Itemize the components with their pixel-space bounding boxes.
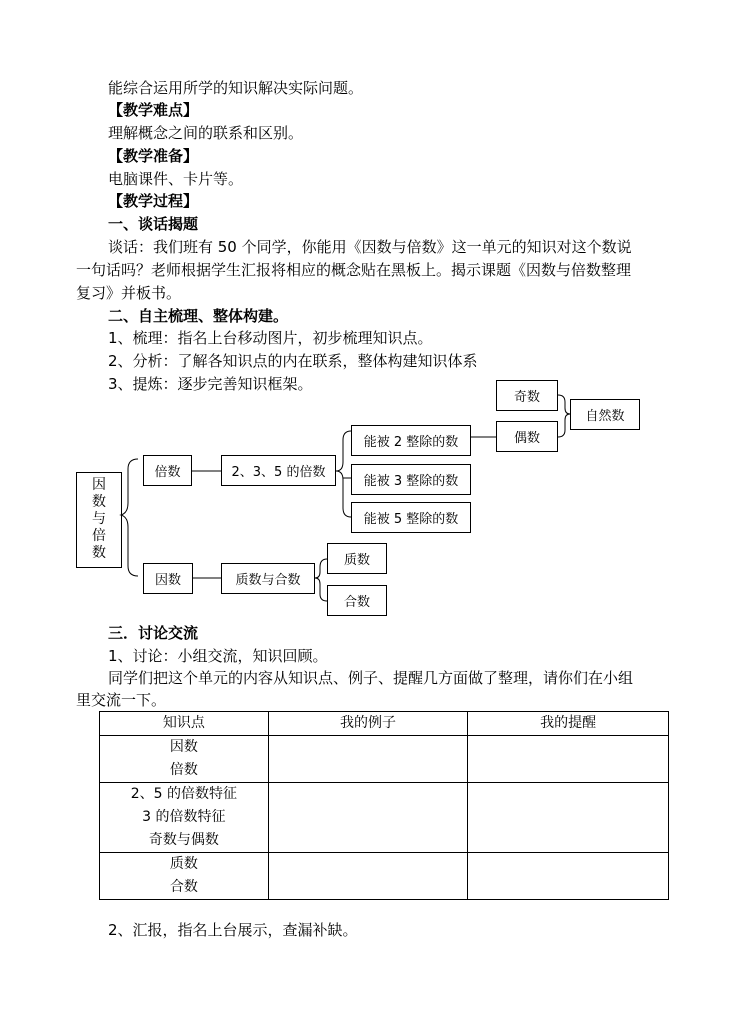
knowledge-cell xyxy=(100,783,269,853)
divisible-by-5-box: 能被 5 整除的数 xyxy=(351,502,471,533)
odd-number-box: 奇数 xyxy=(496,380,558,411)
section-1-para-line-1: 谈话：我们班有 50 个同学，你能用《因数与倍数》这一单元的知识对这个数说 xyxy=(108,238,632,256)
root-brace xyxy=(121,459,138,576)
knowledge-line: 倍数 xyxy=(169,762,198,778)
preparation-heading: 【教学准备】 xyxy=(108,147,199,165)
root-char: 数 xyxy=(92,494,106,510)
reminder-cell[interactable] xyxy=(468,783,669,853)
section-1-title: 一、谈话揭题 xyxy=(108,215,199,233)
root-char: 倍 xyxy=(92,528,106,544)
section-2-title: 二、自主梳理、整体构建。 xyxy=(108,307,289,325)
root-char: 与 xyxy=(92,511,106,527)
table-row xyxy=(100,736,669,783)
natural-number-box: 自然数 xyxy=(570,399,640,430)
multiples-235-box: 2、3、5 的倍数 xyxy=(221,455,336,486)
table-row xyxy=(100,853,669,900)
section-2-item-2: 2、分析：了解各知识点的内在联系，整体构建知识体系 xyxy=(108,352,478,370)
section-3-item-2: 2、汇报，指名上台展示，查漏补缺。 xyxy=(108,921,358,939)
prime-composite-brace xyxy=(315,559,327,601)
reminder-cell[interactable] xyxy=(468,736,669,783)
section-3-title: 三．讨论交流 xyxy=(108,624,199,642)
section-1-para-line-2: 一句话吗？老师根据学生汇报将相应的概念贴在黑板上。揭示课题《因数与倍数整理 xyxy=(76,261,632,279)
knowledge-cell xyxy=(100,853,269,900)
review-table xyxy=(99,711,669,900)
knowledge-line: 奇数与偶数 xyxy=(148,832,219,848)
example-cell[interactable] xyxy=(268,783,468,853)
composite-number-box: 合数 xyxy=(327,585,387,616)
prime-and-composite-box: 质数与合数 xyxy=(221,563,315,594)
header-knowledge-point: 知识点 xyxy=(100,712,269,736)
root-char: 数 xyxy=(92,545,106,561)
divisible-by-2-box: 能被 2 整除的数 xyxy=(351,425,471,456)
divisible-by-3-box: 能被 3 整除的数 xyxy=(351,464,471,495)
section-3-para-line-1: 同学们把这个单元的内容从知识点、例子、提醒几方面做了整理，请你们在小组 xyxy=(108,669,634,687)
section-2-item-3: 3、提炼：逐步完善知识框架。 xyxy=(108,375,313,393)
header-my-reminder: 我的提醒 xyxy=(468,712,669,736)
divisibility-brace xyxy=(336,431,351,517)
example-cell[interactable] xyxy=(268,736,468,783)
root-char: 因 xyxy=(92,477,106,493)
section-3-para-line-2: 里交流一下。 xyxy=(76,691,167,709)
difficulty-heading: 【教学难点】 xyxy=(108,101,199,119)
knowledge-line: 3 的倍数特征 xyxy=(142,809,226,825)
factor-box: 因数 xyxy=(143,563,193,594)
preparation-text: 电脑课件、卡片等。 xyxy=(108,170,244,188)
root-box xyxy=(76,472,122,568)
section-1-para-line-3: 复习》并板书。 xyxy=(76,284,182,302)
section-2-item-1: 1、梳理：指名上台移动图片，初步梳理知识点。 xyxy=(108,329,433,347)
objective-line: 能综合运用所学的知识解决实际问题。 xyxy=(108,79,364,97)
process-heading: 【教学过程】 xyxy=(108,192,199,210)
section-3-item-1: 1、讨论：小组交流，知识回顾。 xyxy=(108,647,328,665)
knowledge-line: 因数 xyxy=(169,739,198,755)
reminder-cell[interactable] xyxy=(468,853,669,900)
knowledge-line: 2、5 的倍数特征 xyxy=(130,786,237,802)
knowledge-line: 合数 xyxy=(169,879,198,895)
knowledge-cell xyxy=(100,736,269,783)
prime-number-box: 质数 xyxy=(327,543,387,574)
header-my-example: 我的例子 xyxy=(268,712,468,736)
natural-brace xyxy=(558,395,570,437)
even-number-box: 偶数 xyxy=(496,421,558,452)
knowledge-line: 质数 xyxy=(169,856,198,872)
multiple-box: 倍数 xyxy=(143,455,192,486)
example-cell[interactable] xyxy=(268,853,468,900)
table-header-row xyxy=(100,712,669,736)
table-row xyxy=(100,783,669,853)
difficulty-text: 理解概念之间的联系和区别。 xyxy=(108,124,304,142)
